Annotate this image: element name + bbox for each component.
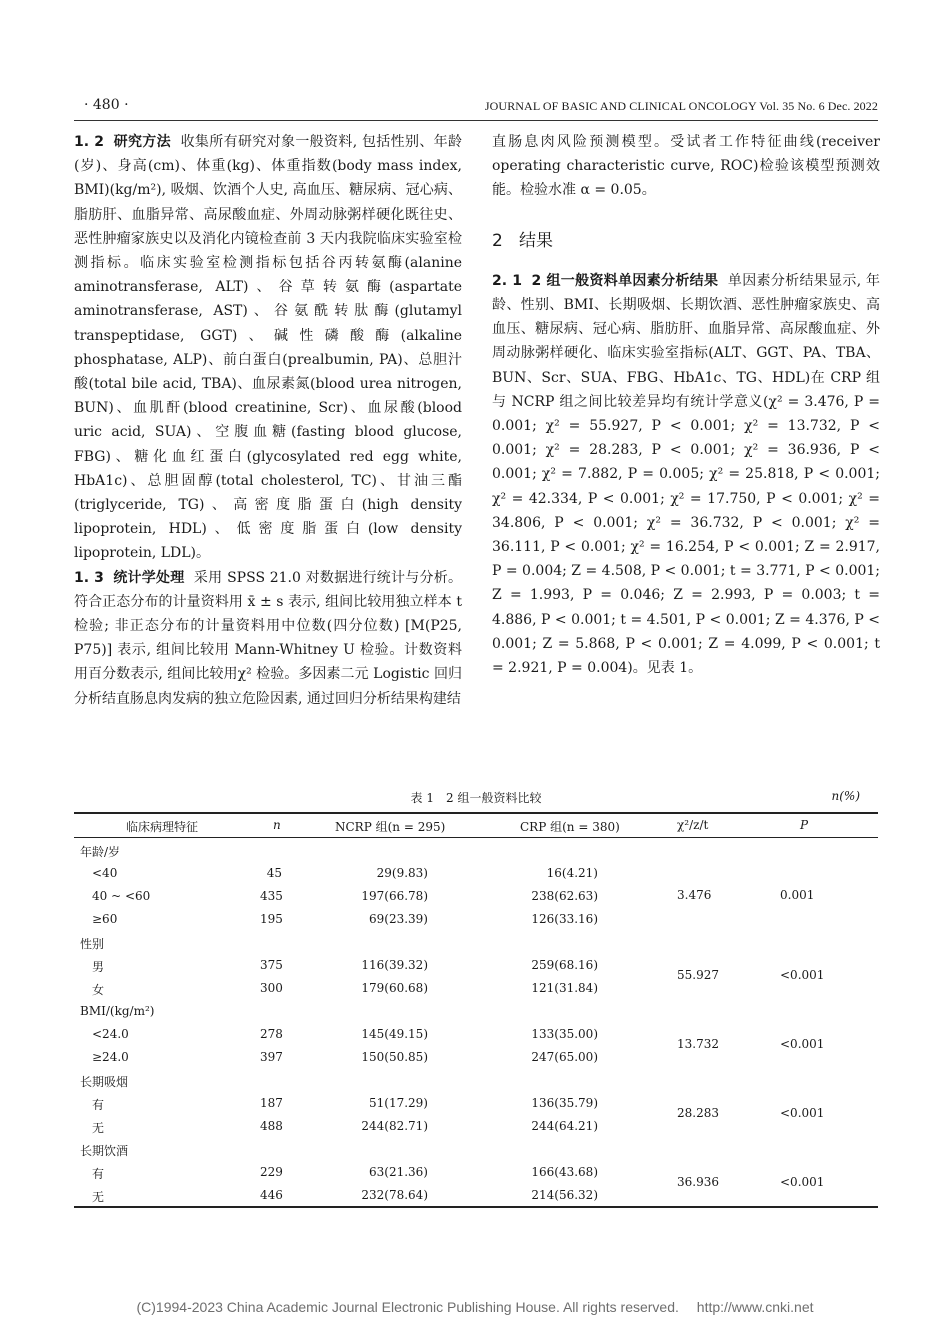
row-crp: 259(68.16) [531,958,598,972]
row-label: <24.0 [92,1027,129,1041]
section-1-3-number: 1. 3 [74,569,104,586]
section-1-3-text: 采用 SPSS 21.0 对数据进行统计与分析。符合正态分布的计量资料用 x̄ ± s 表示, 组间比较用独立样本 t 检验; 非正态分布的计量资料用中位数(四分位数) [M(P25, P75)] 表示, 组间比较用 Mann-Whitney U 检验。计数资料用百分数表示, 组间比较用χ² 检验。多因素二元 Logistic 回归分析结直肠息肉发病的独立危险因素, 通过回归分析结果构建结 [74,569,463,707]
group-p: <0.001 [780,1175,825,1189]
row-crp: 126(33.16) [531,912,598,926]
row-label: 有 [92,1167,105,1181]
table-group-row [74,839,878,862]
table-header-rule [74,837,878,838]
row-ncrp: 244(82.71) [361,1119,428,1133]
row-label: ≥24.0 [92,1050,129,1064]
section-1-3-title: 统计学处理 [113,569,185,586]
table-unit: n(%) [831,789,860,803]
row-n: 446 [260,1188,283,1202]
row-n: 278 [260,1027,283,1041]
header-p: P [800,818,809,832]
row-n: 229 [260,1165,283,1179]
table-row [74,862,878,885]
table-row [74,977,878,1000]
row-label: 女 [92,983,105,997]
row-ncrp: 145(49.15) [361,1027,428,1041]
table-row [74,954,878,977]
row-ncrp: 51(17.29) [369,1096,428,1110]
section-2-heading [492,229,880,253]
row-ncrp: 116(39.32) [361,958,428,972]
row-n: 187 [260,1096,283,1110]
row-ncrp: 232(78.64) [361,1188,428,1202]
row-crp: 244(64.21) [531,1119,598,1133]
row-n: 375 [260,958,283,972]
row-n: 435 [260,889,283,903]
group-stat: 13.732 [677,1037,719,1051]
group-stat: 36.936 [677,1175,719,1189]
table-group-row [74,931,878,954]
row-crp: 136(35.79) [531,1096,598,1110]
section-1-3 [74,566,462,711]
section-2-1-text: 单因素分析结果显示, 年龄、性别、BMI、长期吸烟、长期饮酒、恶性肿瘤家族史、高血压、糖尿病、冠心病、脂肪肝、血脂异常、高尿酸血症、外周动脉粥样硬化、临床实验室指标(ALT、GGT、PA、TBA、BUN、Scr、SUA、FBG、HbA1c、TG、HDL)在 CRP 组与 NCRP 组之间比较差异均有统计学意义(χ² = 3.476, P = 0.001; χ² = 55.927, P < 0.001; χ² = 13.732, P < 0.001; χ² = 28.283, P < 0.001; χ² = 36.936, P < 0.001; χ² = 7.882, P = 0.005; χ² = 25.818, P < 0.001; χ² = 42.334, P < 0.001; χ² = 17.750, P < 0.001; χ² = 34.806, P < 0.001; χ² = 36.732, P < 0.001; χ² = 36.111, P < 0.001; χ² = 16.254, P < 0.001; Z = 2.917, P = 0.004; Z = 4.508, P < 0.001; t = 3.771, P < 0.001; Z = 1.993, P = 0.046; Z = 2.993, P = 0.003; t = 4.886, P < 0.001; t = 4.501, P < 0.001; Z = 4.376, P < 0.001; Z = 5.868, P < 0.001; Z = 4.099, P < 0.001; t = 2.921, P = 0.004)。见表 1。 [492,272,881,677]
row-n: 397 [260,1050,283,1064]
table-caption: 表 1 2 组一般资料比较 [410,791,542,805]
table-row [74,1184,878,1207]
table-row [74,1023,878,1046]
row-label: 有 [92,1098,105,1112]
row-crp: 238(62.63) [531,889,598,903]
row-n: 488 [260,1119,283,1133]
row-label: ≥60 [92,912,118,926]
table-row [74,908,878,931]
row-ncrp: 179(60.68) [361,981,428,995]
table-row [74,885,878,908]
section-2-number: 2 [492,230,503,251]
row-label: 无 [92,1121,105,1135]
header-ncrp: NCRP 组(n = 295) [335,820,446,834]
section-1-2 [74,130,462,566]
continued-text: 直肠息肉风险预测模型。受试者工作特征曲线(receiver operating characteristic curve, ROC)检验该模型预测效能。检验水准 α = 0.05。 [492,134,880,199]
row-label: 男 [92,960,105,974]
section-1-2-title: 研究方法 [113,134,171,150]
group-stat: 3.476 [677,887,712,902]
group-label: BMI/(kg/m²) [80,1004,155,1018]
header-n: n [273,818,281,832]
row-n: 300 [260,981,283,995]
row-label: 无 [92,1190,105,1204]
group-stat: 28.283 [677,1106,719,1120]
row-label: 40 ~ <60 [92,889,151,903]
table-row [74,1161,878,1184]
section-2-1-title: 2 组一般资料单因素分析结果 [531,272,719,289]
left-column [74,130,462,711]
header-stat: χ²/z/t [677,818,709,832]
group-label: 长期饮酒 [80,1144,129,1158]
row-crp: 247(65.00) [531,1050,598,1064]
header-feature: 临床病理特征 [126,820,199,834]
group-p: 0.001 [780,887,815,902]
table-row [74,1046,878,1069]
row-ncrp: 63(21.36) [369,1165,428,1179]
header-rule [74,120,878,121]
group-label: 年龄/岁 [80,845,121,859]
row-crp: 166(43.68) [531,1165,598,1179]
row-n: 45 [266,866,282,880]
row-label: <40 [92,866,118,880]
table-top-rule [74,812,878,814]
row-crp: 214(56.32) [531,1188,598,1202]
page-number: · 480 · [84,97,129,113]
group-p: <0.001 [780,1106,825,1120]
table-row [74,1115,878,1138]
section-2-1 [492,269,880,680]
table-group-row [74,1138,878,1161]
row-crp: 133(35.00) [531,1027,598,1041]
row-crp: 16(4.21) [546,866,598,880]
section-2-1-number: 2. 1 [492,272,522,289]
table-group-row [74,1069,878,1092]
group-label: 长期吸烟 [80,1075,129,1089]
group-stat: 55.927 [677,968,719,982]
section-1-2-number: 1. 2 [74,134,105,150]
journal-header: JOURNAL OF BASIC AND CLINICAL ONCOLOGY Vol. 35 No. 6 Dec. 2022 [484,99,878,113]
table-bottom-rule [74,1206,878,1208]
row-crp: 121(31.84) [531,981,598,995]
row-n: 195 [260,912,283,926]
group-p: <0.001 [780,1037,825,1051]
section-1-2-text: 收集所有研究对象一般资料, 包括性别、年龄(岁)、身高(cm)、体重(kg)、体重指数(body mass index, BMI)(kg/m²), 吸烟、饮酒个人史, 高血压、糖尿病、冠心病、脂肪肝、血脂异常、高尿酸血症、外周动脉粥样硬化既往史、恶性肿瘤家族史以及消化内镜检查前 3 天内我院临床实验室检测指标。临床实验室检测指标包括谷丙转氨酶(alanine aminotransferase, ALT)、谷草转氨酶(aspartate aminotransferase, AST)、谷氨酰转肽酶(glutamyl transpeptidase, GGT)、碱性磷酸酶(alkaline phosphatase, ALP)、前白蛋白(prealbumin, PA)、总胆汁酸(total bile acid, TBA)、血尿素氮(blood urea nitrogen, BUN)、血肌酐(blood creatinine, Scr)、血尿酸(blood uric acid, SUA)、空腹血糖(fasting blood glucose, FBG)、糖化血红蛋白(glycosylated red egg white, HbA1c)、总胆固醇(total cholesterol, TC)、甘油三酯(triglyceride, TG)、高密度脂蛋白(high density lipoprotein, HDL)、低密度脂蛋白(low density lipoprotein, LDL)。 [74,134,463,562]
right-column [492,130,880,680]
group-label: 性别 [80,937,105,951]
row-ncrp: 150(50.85) [361,1050,428,1064]
table-row [74,1092,878,1115]
row-ncrp: 69(23.39) [369,912,428,926]
header-crp: CRP 组(n = 380) [520,820,620,834]
row-ncrp: 197(66.78) [361,889,428,903]
section-2-title: 结果 [519,230,554,251]
row-ncrp: 29(9.83) [376,866,428,880]
table-group-row [74,1000,878,1023]
group-p: <0.001 [780,968,825,982]
copyright-footer: (C)1994-2023 China Academic Journal Electronic Publishing House. All rights reserved. http://www.cnki.net [136,1299,814,1315]
